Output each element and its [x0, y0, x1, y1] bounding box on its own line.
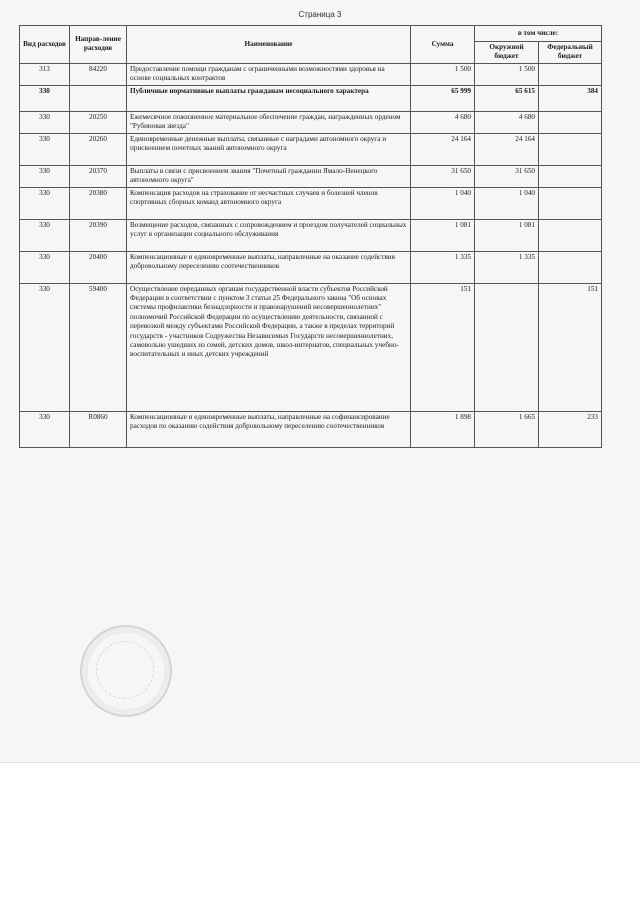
header-federal-budget: Федеральный бюджет [539, 42, 602, 64]
table-header [20, 26, 602, 64]
cell-expense-direction: 20250 [70, 111, 127, 133]
header-district-budget: Окружной бюджет [475, 42, 539, 64]
cell-expense-direction: 20370 [70, 165, 127, 187]
cell-expense-direction: 20400 [70, 251, 127, 283]
table-body [20, 63, 602, 447]
table-row [20, 411, 602, 447]
cell-expense-type: 330 [20, 251, 70, 283]
cell-sum: 151 [411, 283, 475, 411]
cell-federal-budget [539, 219, 602, 251]
cell-name: Ежемесячное пожизненное материальное обеспечение граждан, награжденных орденом "Рубиновая звезда" [127, 111, 411, 133]
cell-name: Публичные нормативные выплаты гражданам несоциального характера [127, 85, 411, 111]
cell-district-budget: 31 650 [475, 165, 539, 187]
table-row [20, 187, 602, 219]
table-row [20, 133, 602, 165]
header-expense-type: Вид расходов [20, 26, 70, 64]
cell-sum: 24 164 [411, 133, 475, 165]
cell-expense-direction [70, 85, 127, 111]
cell-district-budget: 1 040 [475, 187, 539, 219]
cell-district-budget: 24 164 [475, 133, 539, 165]
cell-federal-budget [539, 111, 602, 133]
cell-district-budget: 1 665 [475, 411, 539, 447]
cell-expense-direction: 20260 [70, 133, 127, 165]
cell-expense-direction: 20390 [70, 219, 127, 251]
header-including: в том числе: [475, 26, 602, 42]
cell-district-budget: 4 680 [475, 111, 539, 133]
cell-expense-type: 313 [20, 63, 70, 85]
budget-table [19, 25, 602, 448]
page-number: Страница 3 [298, 10, 342, 19]
header-name: Наименование [127, 26, 411, 64]
cell-expense-type: 330 [20, 133, 70, 165]
table-row [20, 219, 602, 251]
table-row [20, 111, 602, 133]
cell-expense-type: 330 [20, 187, 70, 219]
header-sum: Сумма [411, 26, 475, 64]
cell-expense-direction: 84220 [70, 63, 127, 85]
cell-federal-budget: 233 [539, 411, 602, 447]
cell-name: Предоставление помощи гражданам с ограниченными возможностями здоровья на основе социальных контрактов [127, 63, 411, 85]
cell-federal-budget: 384 [539, 85, 602, 111]
cell-federal-budget [539, 187, 602, 219]
cell-sum: 1 500 [411, 63, 475, 85]
cell-sum: 1 335 [411, 251, 475, 283]
cell-expense-type: 330 [20, 111, 70, 133]
cell-name: Компенсационные и единовременные выплаты, направленные на оказание содействия добровольному переселению соотечественников [127, 251, 411, 283]
table-row [20, 251, 602, 283]
cell-expense-type: 330 [20, 165, 70, 187]
cell-federal-budget [539, 63, 602, 85]
table-row [20, 85, 602, 111]
cell-expense-direction: R0860 [70, 411, 127, 447]
cell-name: Компенсация расходов на страхование от несчастных случаев и болезней членов спортивных сборных команд автономного округа [127, 187, 411, 219]
cell-expense-type: 330 [20, 85, 70, 111]
cell-federal-budget: 151 [539, 283, 602, 411]
cell-district-budget: 1 500 [475, 63, 539, 85]
cell-federal-budget [539, 133, 602, 165]
cell-expense-direction: 20380 [70, 187, 127, 219]
cell-name: Выплаты в связи с присвоением звания "Почетный гражданин Ямало-Ненецкого автономного округа" [127, 165, 411, 187]
cell-district-budget: 65 615 [475, 85, 539, 111]
cell-name: Возмещение расходов, связанных с сопровождением и проездом получателей социальных услуг в организации социального обслуживания [127, 219, 411, 251]
cell-name: Осуществление переданных органам государственной власти субъектов Российской Федерации в соответствии с пунктом 3 статьи 25 Федерального закона "Об основах системы профилактики безнадзорности и правонарушений несовершеннолетних" полномочий Российской Федерации по осуществлению деятельности, связанной с перевозкой между субъектами Российской Федерации, а также в пределах территорий государств - участников Содружества Независимых Государств несовершеннолетних, самовольно ушедших из семей, детских домов, школ-интернатов, специальных учебно-воспитательных и иных детских учреждений [127, 283, 411, 411]
cell-name: Единовременные денежные выплаты, связанные с наградами автономного округа и присвоением почетных званий автономного округа [127, 133, 411, 165]
cell-district-budget: 1 335 [475, 251, 539, 283]
cell-district-budget: 1 081 [475, 219, 539, 251]
cell-federal-budget [539, 251, 602, 283]
cell-sum: 31 650 [411, 165, 475, 187]
cell-district-budget [475, 283, 539, 411]
cell-expense-type: 330 [20, 283, 70, 411]
table-row [20, 283, 602, 411]
cell-sum: 1 081 [411, 219, 475, 251]
cell-expense-direction: 59400 [70, 283, 127, 411]
stamp-seal [80, 625, 172, 717]
cell-sum: 1 040 [411, 187, 475, 219]
cell-sum: 65 999 [411, 85, 475, 111]
cell-sum: 1 898 [411, 411, 475, 447]
cell-name: Компенсационные и единовременные выплаты, направленные на софинансирование расходов по оказанию содействия добровольному переселению соотечественников [127, 411, 411, 447]
table-row [20, 165, 602, 187]
cell-expense-type: 330 [20, 219, 70, 251]
table-row [20, 63, 602, 85]
cell-expense-type: 330 [20, 411, 70, 447]
header-expense-direction: Направ-ление расходов [70, 26, 127, 64]
cell-federal-budget [539, 165, 602, 187]
cell-sum: 4 680 [411, 111, 475, 133]
